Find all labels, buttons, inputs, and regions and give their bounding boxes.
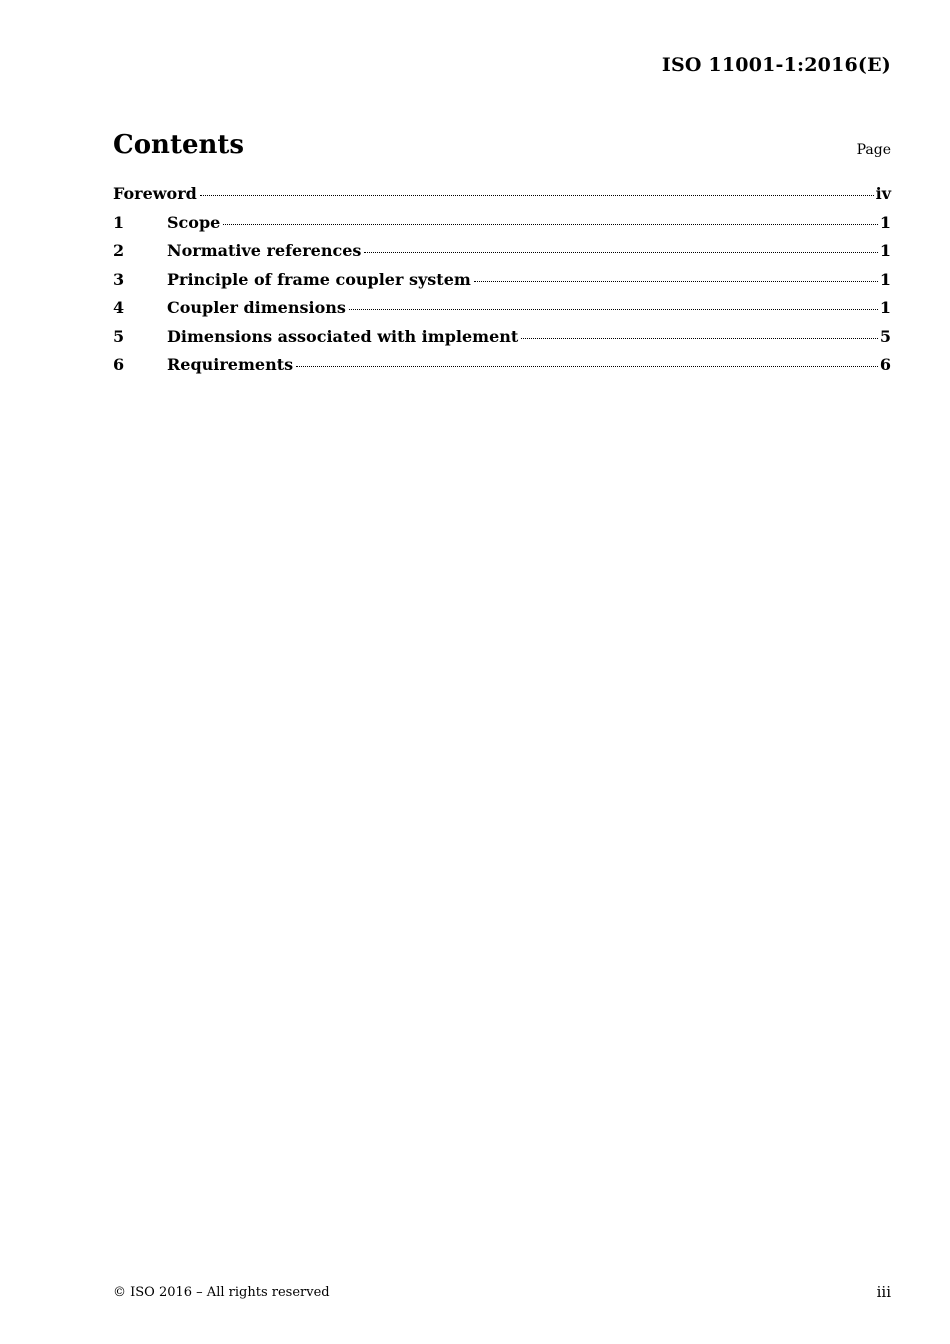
- toc-entry-implement-dimensions[interactable]: [113, 327, 891, 356]
- toc-entry-title[interactable]: Dimensions associated with implement: [167, 326, 519, 346]
- toc-dot-leader: [223, 224, 878, 225]
- contents-title: Contents: [113, 130, 245, 160]
- toc-entry-page[interactable]: iv: [875, 184, 891, 203]
- toc-entry-number: 3: [113, 269, 125, 289]
- toc-entry-page[interactable]: 5: [879, 326, 891, 346]
- toc-entry-number: 1: [113, 212, 125, 232]
- toc-entry-coupler-dimensions[interactable]: [113, 298, 891, 327]
- toc-entry-title[interactable]: Normative references: [167, 241, 362, 260]
- toc-dot-leader: [296, 366, 878, 367]
- toc-entry-page[interactable]: 6: [879, 355, 891, 374]
- toc-entry-title[interactable]: Principle of frame coupler system: [167, 269, 471, 289]
- toc-entry-page[interactable]: 1: [879, 269, 891, 289]
- toc-entry-title[interactable]: Scope: [167, 212, 221, 232]
- toc-entry-page[interactable]: 1: [879, 298, 891, 317]
- toc-entry-number: 2: [113, 241, 125, 260]
- page-column-label: Page: [856, 142, 891, 158]
- toc-entry-number: 5: [113, 326, 125, 346]
- toc-entry-requirements[interactable]: [113, 355, 891, 384]
- toc-entry-title[interactable]: Coupler dimensions: [167, 298, 346, 317]
- toc-dot-leader: [474, 281, 878, 282]
- toc-dot-leader: [349, 309, 878, 310]
- toc-entry-title[interactable]: Foreword: [113, 184, 197, 203]
- toc-entry-foreword[interactable]: [113, 184, 891, 213]
- toc-entry-principle[interactable]: [113, 270, 891, 299]
- table-of-contents: [113, 184, 891, 384]
- contents-header: [113, 130, 891, 164]
- toc-entry-scope[interactable]: [113, 213, 891, 242]
- toc-entry-page[interactable]: 1: [879, 212, 891, 232]
- toc-entry-page[interactable]: 1: [879, 241, 891, 260]
- footer-copyright: © ISO 2016 – All rights reserved: [113, 1285, 330, 1300]
- toc-dot-leader: [364, 252, 877, 253]
- footer-page-number: iii: [876, 1283, 891, 1301]
- toc-entry-normative-references[interactable]: [113, 241, 891, 270]
- toc-dot-leader: [521, 338, 878, 339]
- toc-entry-number: 4: [113, 298, 125, 317]
- document-identifier: ISO 11001-1:2016(E): [661, 54, 891, 76]
- toc-dot-leader: [200, 195, 874, 196]
- toc-entry-title[interactable]: Requirements: [167, 355, 294, 374]
- toc-entry-number: 6: [113, 355, 125, 374]
